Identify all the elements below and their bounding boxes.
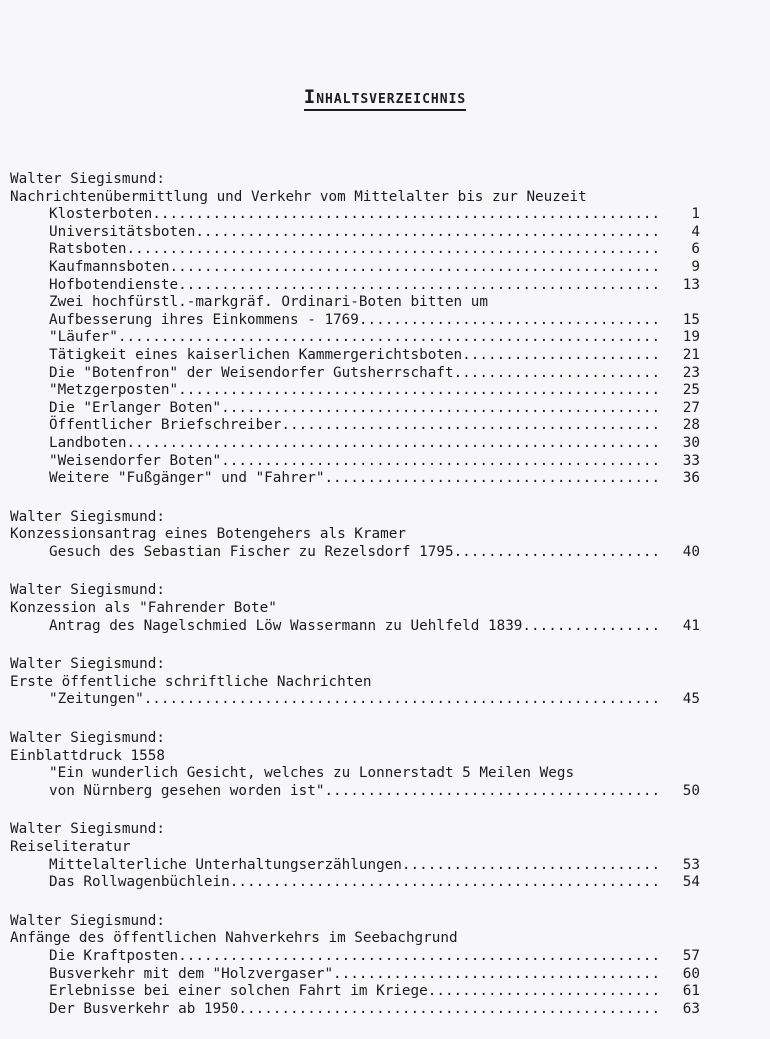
toc-section: [10, 656, 700, 709]
toc-entry: [10, 857, 700, 875]
entry-title: Klosterboten: [49, 206, 153, 223]
entry-page-number: 28: [682, 417, 700, 434]
toc-entry: [10, 329, 700, 347]
dot-leader: [118, 329, 658, 347]
dot-leader: [178, 277, 658, 295]
section-heading: Einblattdruck 1558: [10, 747, 165, 764]
toc-entry: [10, 224, 700, 242]
entry-page-number: 13: [682, 276, 700, 293]
entry-title: "Zeitungen": [49, 691, 144, 708]
toc-entry: [10, 347, 700, 365]
section-author: Walter Siegismund:: [10, 508, 165, 525]
entry-title: Der Busverkehr ab 1950: [49, 1000, 239, 1017]
entry-title: Öffentlicher Briefschreiber: [49, 417, 282, 434]
toc-entry: [10, 544, 700, 562]
entry-title-line: "Ein wunderlich Gesicht, welches zu Lonnerstadt 5 Meilen Wegs: [49, 765, 575, 782]
section-heading: Erste öffentliche schriftliche Nachrichten: [10, 673, 372, 690]
toc-entry: [10, 874, 700, 892]
entry-page-number: 41: [682, 617, 700, 634]
toc-entry: [10, 948, 700, 966]
entry-page-number: 33: [682, 452, 700, 469]
toc-entry: [10, 312, 700, 330]
entry-page-number: 23: [682, 364, 700, 381]
entry-page-number: 6: [691, 241, 700, 258]
entry-page-number: 60: [682, 965, 700, 982]
entry-title: Erlebnisse bei einer solchen Fahrt im Kriege: [49, 983, 428, 1000]
dot-leader: [170, 259, 658, 277]
dot-leader: [178, 382, 658, 400]
entry-title: Ratsboten: [49, 241, 127, 258]
toc-section: [10, 821, 700, 891]
entry-page-number: 57: [682, 947, 700, 964]
toc-entry: [10, 417, 700, 435]
entry-title: Universitätsboten: [49, 223, 196, 240]
toc-entry: [10, 206, 700, 224]
section-author: Walter Siegismund:: [10, 912, 165, 929]
toc-section: [10, 509, 700, 562]
entry-title: "Metzgerposten": [49, 382, 179, 399]
toc-section: [10, 582, 700, 635]
entry-page-number: 9: [691, 258, 700, 275]
section-author: Walter Siegismund:: [10, 656, 165, 673]
toc-section: [10, 171, 700, 488]
entry-page-number: 40: [682, 543, 700, 560]
dot-leader: [454, 365, 658, 383]
dot-leader: [462, 347, 658, 365]
entry-page-number: 1: [691, 206, 700, 223]
dot-leader: [522, 618, 658, 636]
entry-title: Antrag des Nagelschmied Löw Wassermann zu Uehlfeld 1839: [49, 617, 523, 634]
entry-page-number: 30: [682, 434, 700, 451]
dot-leader: [333, 966, 658, 984]
dot-leader: [324, 783, 658, 801]
entry-title: Aufbesserung ihres Einkommens - 1769: [49, 311, 359, 328]
entry-page-number: 50: [682, 782, 700, 799]
dot-leader: [178, 948, 658, 966]
dot-leader: [144, 691, 658, 709]
section-author: Walter Siegismund:: [10, 821, 165, 838]
toc-entry: [10, 453, 700, 471]
dot-leader: [428, 983, 658, 1001]
entry-page-number: 25: [682, 382, 700, 399]
dot-leader: [281, 417, 658, 435]
entry-page-number: 54: [682, 874, 700, 891]
section-heading: Anfänge des öffentlichen Nahverkehrs im Seebachgrund: [10, 930, 458, 947]
entry-page-number: 27: [682, 399, 700, 416]
toc-entry: [10, 983, 700, 1001]
dot-leader: [324, 470, 658, 488]
dot-leader: [221, 453, 658, 471]
entry-title: "Läufer": [49, 329, 118, 346]
section-author: Walter Siegismund:: [10, 730, 165, 747]
dot-leader: [238, 1001, 658, 1019]
section-author: Walter Siegismund:: [10, 582, 165, 599]
title-text: Inhaltsverzeichnis: [304, 86, 467, 111]
entry-title: Die "Erlanger Boten": [49, 399, 222, 416]
dot-leader: [126, 241, 658, 259]
toc-entry: [10, 618, 700, 636]
entry-title-line: Zwei hochfürstl.-markgräf. Ordinari-Boten bitten um: [49, 294, 488, 311]
entry-page-number: 45: [682, 691, 700, 708]
dot-leader: [152, 206, 658, 224]
toc-section: [10, 730, 700, 800]
toc-entry: [10, 277, 700, 295]
entry-title: Hofbotendienste: [49, 276, 179, 293]
toc-entry: [10, 259, 700, 277]
entry-page-number: 21: [682, 346, 700, 363]
dot-leader: [195, 224, 658, 242]
entry-title: Die "Botenfron" der Weisendorfer Gutsherrschaft: [49, 364, 454, 381]
toc-entry: [10, 783, 700, 801]
entry-title: von Nürnberg gesehen worden ist": [49, 782, 325, 799]
entry-title: Kaufmannsboten: [49, 258, 170, 275]
page-title: [0, 86, 770, 108]
entry-page-number: 15: [682, 311, 700, 328]
section-heading: Nachrichtenübermittlung und Verkehr vom Mittelalter bis zur Neuzeit: [10, 188, 587, 205]
toc-entry: [10, 966, 700, 984]
toc-entry: [10, 365, 700, 383]
dot-leader: [402, 857, 658, 875]
toc-entry: [10, 435, 700, 453]
entry-title: Busverkehr mit dem "Holzvergaser": [49, 965, 334, 982]
entry-page-number: 19: [682, 329, 700, 346]
toc-entry: [10, 470, 700, 488]
entry-title: Das Rollwagenbüchlein: [49, 874, 230, 891]
section-heading: Reiseliteratur: [10, 839, 131, 855]
entry-title: Weitere "Fußgänger" und "Fahrer": [49, 470, 325, 487]
section-heading: Konzessionsantrag eines Botengehers als Kramer: [10, 526, 406, 543]
entry-title: Die Kraftposten: [49, 947, 179, 964]
dot-leader: [221, 400, 658, 418]
entry-page-number: 61: [682, 983, 700, 1000]
dot-leader: [359, 312, 658, 330]
toc-entry: [10, 241, 700, 259]
entry-page-number: 4: [691, 223, 700, 240]
toc-entry: [10, 400, 700, 418]
section-heading: Konzession als "Fahrender Bote": [10, 600, 277, 617]
toc-section: [10, 913, 700, 1019]
entry-title: Landboten: [49, 434, 127, 451]
entry-page-number: 53: [682, 856, 700, 873]
dot-leader: [230, 874, 658, 892]
table-of-contents: [10, 171, 700, 1039]
toc-entry: [10, 1001, 700, 1019]
dot-leader: [126, 435, 658, 453]
entry-title: "Weisendorfer Boten": [49, 452, 222, 469]
toc-entry: [10, 382, 700, 400]
entry-title: Mittelalterliche Unterhaltungserzählungen: [49, 856, 402, 873]
dot-leader: [454, 544, 658, 562]
entry-page-number: 63: [682, 1000, 700, 1017]
section-author: Walter Siegismund:: [10, 171, 165, 187]
toc-entry: [10, 691, 700, 709]
entry-title: Gesuch des Sebastian Fischer zu Rezelsdorf 1795: [49, 543, 454, 560]
entry-page-number: 36: [682, 470, 700, 487]
entry-title: Tätigkeit eines kaiserlichen Kammergerichtsboten: [49, 346, 463, 363]
